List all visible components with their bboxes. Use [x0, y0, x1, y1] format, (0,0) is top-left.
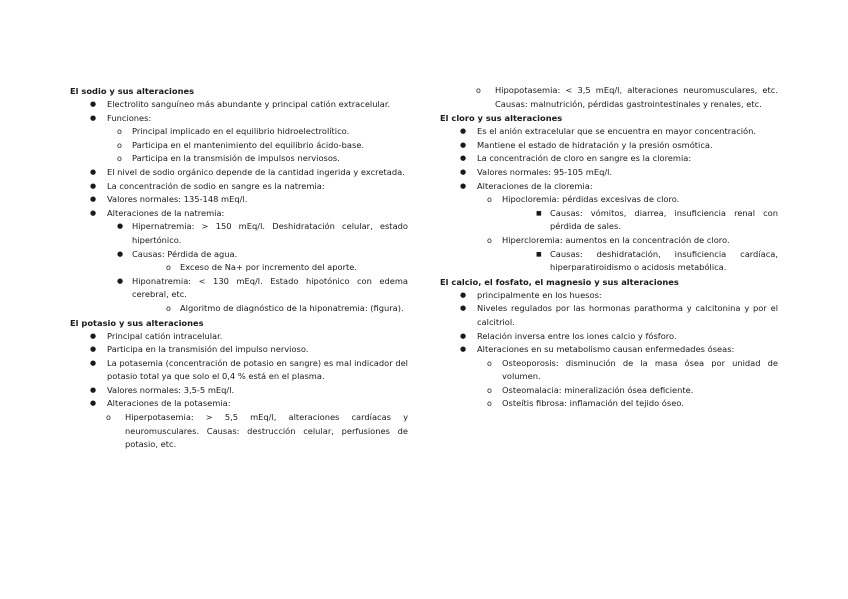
bullet-icon: ● [90, 331, 97, 340]
list-item-text: Participa en el mantenimiento del equilibrio ácido-base. [132, 139, 365, 150]
left-column [70, 84, 408, 452]
list-item [70, 261, 408, 275]
section-heading: El potasio y sus alteraciones [70, 317, 204, 328]
bullet-icon: ● [90, 345, 97, 354]
bullet-icon: ● [460, 290, 467, 299]
list-item-text: Osteoporosis: disminución de la masa ósea por unidad de volumen. [502, 357, 778, 382]
list-item [70, 397, 408, 411]
circle-bullet-icon: o [117, 127, 122, 137]
list-item-text: Hiponatremia: < 130 mEq/l. Estado hipotónico con edema cerebral, etc. [132, 275, 408, 300]
list-item-text: Alteraciones de la potasemia: [107, 398, 231, 409]
list-item [70, 411, 408, 452]
list-item [70, 384, 408, 398]
list-item [70, 248, 408, 262]
list-item-text: Relación inversa entre los iones calcio y fósforo. [477, 330, 677, 341]
list-item [70, 357, 408, 384]
list-item [70, 139, 408, 153]
bullet-icon: ● [90, 113, 97, 122]
list-item-text: Hipernatremia: > 150 mEq/l. Deshidratación celular, estado hipertónico. [132, 221, 408, 245]
list-item [440, 152, 778, 166]
list-item [70, 180, 408, 194]
circle-bullet-icon: o [166, 263, 171, 273]
list-item-text: El nivel de sodio orgánico depende de la cantidad ingerida y excretada. [107, 166, 405, 177]
list-item-text: Principal implicado en el equilibrio hidroelectrolítico. [132, 126, 350, 137]
bullet-icon: ● [460, 345, 467, 354]
list-item [70, 166, 408, 180]
list-item [440, 234, 778, 248]
circle-bullet-icon: o [166, 303, 171, 313]
circle-bullet-icon: o [106, 413, 111, 423]
list-item-text: Osteítis fibrosa: inflamación del tejido óseo. [502, 398, 684, 409]
list-item-text: La concentración de cloro en sangre es la cloremia: [477, 153, 692, 164]
list-item-text: Algoritmo de diagnóstico de la hiponatremia: (figura). [180, 302, 404, 313]
list-item-text: Funciones: [107, 112, 152, 123]
list-item [440, 384, 778, 398]
list-item [70, 193, 408, 207]
list-item-text: Exceso de Na+ por incremento del aporte. [180, 262, 358, 273]
section-heading: El cloro y sus alteraciones [440, 113, 563, 124]
list-item [440, 84, 778, 111]
list-item-text: Valores normales: 95-105 mEq/l. [477, 166, 613, 177]
bullet-icon: ● [90, 167, 97, 176]
list-item-text: Participa en la transmisión de impulsos nerviosos. [132, 153, 340, 164]
square-bullet-icon: ■ [536, 209, 542, 217]
list-item-text: Hipocloremia: pérdidas excesivas de cloro. [502, 194, 680, 205]
list-item [440, 397, 778, 411]
list-item-text: La potasemia (concentración de potasio en sangre) es mal indicador del potasio total ya que solo el 0,4 % está en el plasma. [107, 357, 408, 382]
list-item [70, 125, 408, 139]
list-item-text: Causas: vómitos, diarrea, insuficiencia renal con pérdida de sales. [550, 207, 778, 232]
bullet-icon: ● [90, 399, 97, 408]
list-item-text: Causas: deshidratación, insuficiencia cardíaca, hiperparatiroidismo o acidosis metabólica. [550, 248, 778, 273]
list-item [440, 302, 778, 329]
list-item [440, 289, 778, 303]
list-item [70, 343, 408, 357]
list-item [440, 248, 778, 275]
list-item [440, 180, 778, 194]
list-item [70, 275, 408, 302]
list-item [440, 139, 778, 153]
list-item [70, 330, 408, 344]
list-item-text: Niveles regulados por las hormonas parathorma y calcitonina y por el calcitriol. [477, 303, 778, 327]
bullet-icon: ● [90, 181, 97, 190]
list-item [70, 152, 408, 166]
list-item [440, 193, 778, 207]
list-item-text: Valores normales: 3,5-5 mEq/l. [107, 384, 235, 395]
bullet-icon: ● [460, 140, 467, 149]
bullet-icon: ● [460, 167, 467, 176]
list-item [440, 207, 778, 234]
bullet-icon: ● [460, 304, 467, 313]
circle-bullet-icon: o [487, 195, 492, 205]
list-item-text: principalmente en los huesos: [477, 289, 602, 300]
circle-bullet-icon: o [487, 358, 492, 368]
list-item-text: Hipopotasemia: < 3,5 mEq/l, alteraciones neuromusculares, etc. Causas: malnutrición, pérdidas gastrointestinales y renales, etc. [495, 85, 778, 109]
circle-bullet-icon: o [487, 385, 492, 395]
bullet-icon: ● [460, 154, 467, 163]
list-item-text: Alteraciones de la cloremia: [477, 180, 593, 191]
bullet-icon: ● [460, 181, 467, 190]
list-item-text: Mantiene el estado de hidratación y la presión osmótica. [477, 139, 713, 150]
list-item-text: Participa en la transmisión del impulso nervioso. [107, 344, 309, 355]
bullet-icon: ● [117, 249, 124, 258]
list-item [70, 220, 408, 247]
list-item-text: Valores normales: 135-148 mEq/l. [107, 194, 248, 205]
section-heading: El sodio y sus alteraciones [70, 86, 195, 96]
bullet-icon: ● [90, 195, 97, 204]
list-item-text: Alteraciones en su metabolismo causan enfermedades óseas: [477, 344, 735, 355]
bullet-icon: ● [90, 358, 97, 367]
list-item-text: Hipercloremia: aumentos en la concentración de cloro. [502, 234, 730, 245]
list-item-text: La concentración de sodio en sangre es la natremia: [107, 180, 325, 191]
list-item-text: Causas: Pérdida de agua. [132, 248, 238, 259]
square-bullet-icon: ■ [536, 250, 542, 258]
bullet-icon: ● [460, 127, 467, 136]
section-heading: El calcio, el fosfato, el magnesio y sus alteraciones [440, 276, 679, 287]
list-item [70, 112, 408, 126]
bullet-icon: ● [90, 385, 97, 394]
list-item-text: Alteraciones de la natremia: [107, 207, 225, 218]
bullet-icon: ● [117, 222, 124, 231]
list-item [440, 125, 778, 139]
bullet-icon: ● [90, 208, 97, 217]
list-item [70, 302, 408, 316]
list-item-text: Principal catión intracelular. [107, 330, 223, 341]
circle-bullet-icon: o [476, 86, 481, 95]
circle-bullet-icon: o [487, 399, 492, 409]
bullet-icon: ● [90, 100, 97, 108]
list-item-text: Osteomalacia: mineralización ósea deficiente. [502, 384, 694, 395]
bullet-icon: ● [117, 276, 124, 285]
list-item [440, 330, 778, 344]
circle-bullet-icon: o [487, 235, 492, 245]
list-item-text: Electrolito sanguíneo más abundante y principal catión extracelular. [107, 99, 391, 109]
list-item [440, 166, 778, 180]
circle-bullet-icon: o [117, 154, 122, 164]
list-item [440, 343, 778, 357]
list-item [440, 357, 778, 384]
circle-bullet-icon: o [117, 140, 122, 150]
right-column [440, 84, 778, 411]
list-item-text: Es el anión extracelular que se encuentra en mayor concentración. [477, 126, 757, 137]
bullet-icon: ● [460, 331, 467, 340]
list-item-text: Hiperpotasemia: > 5,5 mEq/l, alteraciones cardíacas y neuromusculares. Causas: destrucción celular, perfusiones de potasio, etc. [125, 412, 408, 450]
list-item [70, 207, 408, 221]
list-item [70, 98, 408, 112]
